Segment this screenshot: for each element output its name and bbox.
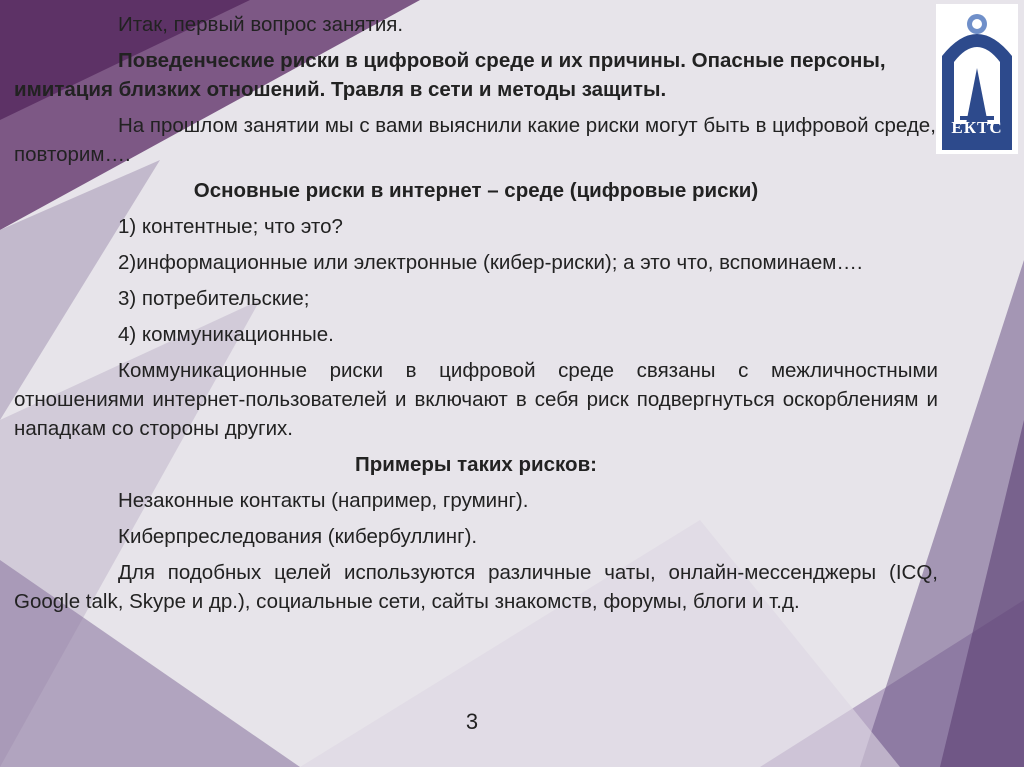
topic-title: Поведенческие риски в цифровой среде и их причины. Опасные персоны, имитация близких отношений. Травля в сети и методы защиты. xyxy=(14,49,886,101)
communication-risks-paragraph: Коммуникационные риски в цифровой среде связаны с межличностными отношениями интернет-пользователей и включают в себя риск подвергнуться оскорблениям и нападкам со стороны других. xyxy=(14,359,938,440)
college-logo xyxy=(936,4,1018,154)
example-1: Незаконные контакты (например, груминг). xyxy=(118,489,529,512)
risk-item-1: 1) контентные; что это? xyxy=(118,215,343,238)
logo-text: ЕКТС xyxy=(951,118,1003,137)
page-number: 3 xyxy=(465,709,479,734)
risks-heading: Основные риски в интернет – среде (цифровые риски) xyxy=(193,179,759,202)
example-2: Киберпреследования (кибербуллинг). xyxy=(118,525,478,548)
platforms-paragraph: Для подобных целей используются различные чаты, онлайн-мессенджеры (ICQ, Google talk, Skype и др.), социальные сети, сайты знакомств, форумы, блоги и т.д. xyxy=(14,561,938,613)
recap-line: На прошлом занятии мы с вами выяснили какие риски могут быть в цифровой среде, повторим…. xyxy=(14,114,936,166)
intro-line: Итак, первый вопрос занятия. xyxy=(118,13,404,36)
examples-heading: Примеры таких рисков: xyxy=(354,453,598,476)
slide-content xyxy=(14,10,938,623)
risk-item-3: 3) потребительские; xyxy=(118,287,310,310)
risk-item-2: 2)информационные или электронные (кибер-риски); а это что, вспоминаем…. xyxy=(118,251,863,274)
risk-item-4: 4) коммуникационные. xyxy=(118,323,334,346)
